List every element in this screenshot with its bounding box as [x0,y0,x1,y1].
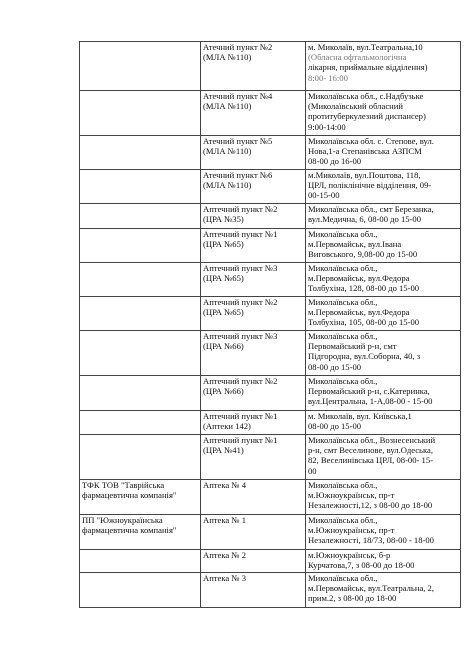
address-hours-cell [306,91,461,136]
cell-text-line: Аптечний пункт №2 [203,376,278,386]
table-row [80,91,461,136]
cell-text-line: Незалежності,12, з 08-00 до 18-00 [308,500,433,511]
pharmacy-point-cell [201,170,306,204]
organization-cell [80,91,201,136]
cell-text-line: м.Южноукраїнськ, пр-т [308,525,395,536]
cell-text-line: Первомайський р-н, с.Катеринка, [308,386,430,397]
table-row [80,136,461,170]
cell-text-line: Підгородна, вул.Соборна, 40, з [308,351,421,362]
cell-text-line: м.Южноукраїнськ, пр-т [308,490,395,501]
address-hours-cell [306,515,461,550]
cell-text-line: м.Первомайськ, вул.Театральна, 2, [308,583,434,594]
cell-text-line: (МЛА №110) [203,180,252,191]
cell-text-line: 8:00- 16:00 [308,72,348,83]
table-row [80,411,461,435]
table-row [80,376,461,411]
cell-text-line: Аптечний пункт №2 [203,204,278,214]
cell-text-line: вул.Медична, 6, 08-00 до 15-00 [308,214,422,225]
organization-cell [80,170,201,204]
table-row [80,204,461,229]
pharmacy-point-cell [201,229,306,263]
table-row [80,42,461,91]
address-hours-cell [306,297,461,331]
cell-text-line: фармацевтична компанія" [82,490,177,501]
pharmacy-point-cell [201,297,306,331]
cell-text-line: Незалежності, 18/73, 08-00 - 18-00 [308,535,434,546]
cell-text-line: Аптечний пункт №3 [203,263,278,273]
cell-text-line: Миколаївська обл., [308,331,378,341]
cell-text-line: лікарня, приймальне відділення) [308,62,428,73]
cell-text-line: м. Миколаїв, вул. Київська,1 [308,411,412,421]
cell-text-line: Аптека № 1 [203,515,247,525]
cell-text-line: Аптечний пункт №1 [203,411,278,421]
cell-text-line: м.Миколаїв, вул.Поштова, 118, [308,170,421,180]
table-row [80,573,461,608]
cell-text-line: (ЦРА №66) [203,341,244,352]
cell-text-line: Толбухіна, 128, 08-00 до 15-00 [308,283,420,294]
cell-text-line: (Миколаївський обласний [308,101,403,112]
organization-cell [80,435,201,480]
cell-text-line: Миколаївська обл., [308,573,378,583]
cell-text-line: р-н, смт Веселинове, вул.Одеська, [308,445,433,456]
table-row [80,263,461,297]
cell-text-line: 08-00 до 15-00 [308,421,362,432]
organization-cell [80,136,201,170]
address-hours-cell [306,435,461,480]
cell-text-line: протитуберкулезний диспансер) [308,111,426,122]
pharmacy-point-cell [201,480,306,515]
pharmacy-point-cell [201,204,306,229]
pharmacy-point-cell [201,573,306,608]
organization-cell [80,376,201,411]
table-row [80,229,461,263]
organization-cell [80,263,201,297]
organization-cell [80,331,201,376]
pharmacy-table-body [80,42,461,608]
cell-text-line: Миколаївська обл., [308,297,378,307]
cell-text-line: Толбухіна, 105, 08-00 до 15-00 [308,317,420,328]
pharmacy-point-cell [201,515,306,550]
cell-text-line: Миколаївська обл., смт Березанка, [308,204,434,214]
address-hours-cell [306,204,461,229]
organization-cell [80,411,201,435]
cell-text-line: Миколаївська обл. с. Степове, вул. [308,136,434,146]
address-hours-cell [306,411,461,435]
organization-cell [80,229,201,263]
cell-text-line: Аптека № 3 [203,573,247,583]
cell-text-line: м. Миколаїв, вул.Театральна,10 [308,42,423,52]
address-hours-cell [306,136,461,170]
cell-text-line: Атечний пункт №5 [203,136,273,146]
cell-text-line: ТФК ТОВ "Таврійська [82,480,165,490]
cell-text-line: Аптечний пункт №1 [203,435,278,445]
cell-text-line: (ЦРА №35) [203,214,244,225]
cell-text-line: (МЛА №110) [203,146,252,157]
address-hours-cell [306,42,461,91]
cell-text-line: м.Первомайськ, вул.Федора [308,273,410,284]
address-hours-cell [306,263,461,297]
cell-text-line: (ЦРА №66) [203,386,244,397]
cell-text-line: м.Первомайськ, вул.Федора [308,307,410,318]
cell-text-line: (ЦРА №65) [203,239,244,250]
address-hours-cell [306,573,461,608]
cell-text-line: Атечний пункт №6 [203,170,273,180]
cell-text-line: Аптека № 4 [203,480,247,490]
organization-cell [80,550,201,573]
pharmacy-point-cell [201,376,306,411]
cell-text-line: 82, Веселинівська ЦРЛ, 08-00- 15- [308,455,433,466]
cell-text-line: Аптечний пункт №1 [203,229,278,239]
cell-text-line: 00-15-00 [308,190,340,201]
cell-text-line: ПП "Южноукраїнська [82,515,163,525]
organization-cell [80,297,201,331]
address-hours-cell [306,229,461,263]
cell-text-line: Миколаївська обл., [308,229,378,239]
pharmacy-point-cell [201,435,306,480]
cell-text-line: Аптечний пункт №2 [203,297,278,307]
pharmacy-point-cell [201,91,306,136]
organization-cell [80,573,201,608]
pharmacy-table [79,41,461,608]
cell-text-line: (Аптеки 142) [203,421,251,432]
cell-text-line: Аптечний пункт №3 [203,331,278,341]
address-hours-cell [306,376,461,411]
cell-text-line: Нова,1-а Степанівська АЗПСМ [308,146,422,157]
cell-text-line: прим.2, з 08-00 до 18-00 [308,593,397,604]
cell-text-line: (ЦРА №65) [203,273,244,284]
cell-text-line: Миколаївська обл., [308,515,378,525]
table-row [80,435,461,480]
table-row [80,331,461,376]
cell-text-line: 00 [308,465,317,476]
cell-text-line: (Обласна офтальмологічна [308,52,407,63]
address-hours-cell [306,550,461,573]
cell-text-line: вул.Центральна, 1-А,08-00 - 15-00 [308,396,433,407]
table-row [80,515,461,550]
organization-cell [80,42,201,91]
pharmacy-point-cell [201,263,306,297]
pharmacy-point-cell [201,550,306,573]
cell-text-line: Виговського, 9,08-00 до 15-00 [308,249,418,260]
cell-text-line: Атечний пункт №4 [203,91,273,101]
cell-text-line: фармацевтична компанія" [82,525,177,536]
cell-text-line: Первомайський р-н, смт [308,341,397,352]
cell-text-line: ЦРЛ, поліклінічне відділення, 09- [308,180,432,191]
organization-cell [80,204,201,229]
pharmacy-point-cell [201,42,306,91]
table-row [80,297,461,331]
pharmacy-point-cell [201,136,306,170]
table-row [80,550,461,573]
cell-text-line: Курчатова,7, з 08-00 до 18-00 [308,560,415,571]
address-hours-cell [306,331,461,376]
organization-cell [80,515,201,550]
cell-text-line: (МЛА №110) [203,101,252,112]
cell-text-line: Миколаївська обл., [308,480,378,490]
pharmacy-point-cell [201,331,306,376]
address-hours-cell [306,480,461,515]
organization-cell [80,480,201,515]
cell-text-line: Миколаївська обл., [308,263,378,273]
cell-text-line: (ЦРА №65) [203,307,244,318]
address-hours-cell [306,170,461,204]
cell-text-line: Атечний пункт №2 [203,42,273,52]
cell-text-line: Миколаївська обл., Вознесенський [308,435,436,445]
cell-text-line: м.Первомайськ, вул.Івана [308,239,402,250]
table-row [80,170,461,204]
cell-text-line: (МЛА №110) [203,52,252,63]
cell-text-line: 9:00-14:00 [308,121,346,132]
cell-text-line: Миколаївська обл., с.Надбузьке [308,91,424,101]
cell-text-line: 08-00 до 16-00 [308,156,362,167]
table-row [80,480,461,515]
cell-text-line: 08-00 до 15-00 [308,361,362,372]
cell-text-line: Аптека № 2 [203,550,247,560]
cell-text-line: (ЦРА №41) [203,445,244,456]
cell-text-line: Миколаївська обл., [308,376,378,386]
pharmacy-point-cell [201,411,306,435]
cell-text-line: м.Южноукраїнськ, б-р [308,550,391,560]
